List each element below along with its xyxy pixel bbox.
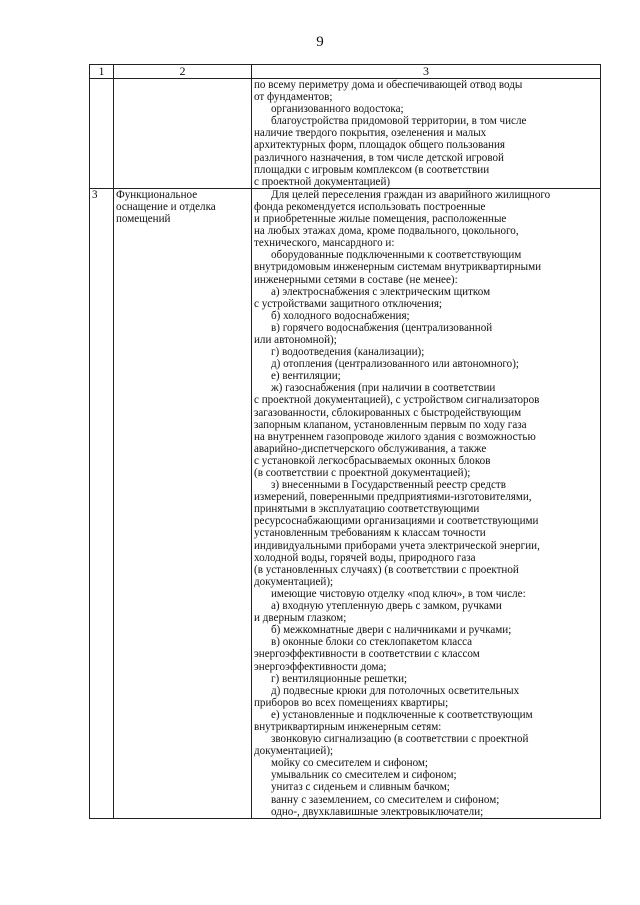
text-line: д) отопления (централизованного или автономного);	[271, 358, 520, 371]
text-line: аварийно-диспетчерского обслуживания, а также	[254, 442, 487, 455]
text-line: архитектурных форм, площадок общего пользования	[254, 139, 506, 152]
text-line: г) вентиляционные решетки;	[271, 672, 408, 685]
row-name-line: Функциональное	[116, 188, 198, 201]
text-line: по всему периметру дома и обеспечивающей отвод воды	[254, 79, 523, 91]
text-line: измерений, поверенными предприятиями-изготовителями,	[254, 491, 532, 504]
text-line: в) оконные блоки со стеклопакетом класса	[271, 636, 473, 649]
text-line: в) горячего водоснабжения (централизованной	[271, 321, 493, 334]
text-line: энергоэффективности в соответствии с классом	[254, 648, 480, 661]
column-header-1: 1	[90, 65, 114, 79]
text-line: с установкой легкосбрасываемых оконных блоков	[254, 454, 491, 467]
text-line: (в соответствии с проектной документацией);	[254, 467, 471, 479]
row-description-cell	[252, 79, 601, 189]
text-line: а) электроснабжения с электрическим щитком	[271, 285, 491, 298]
text-line: наличие твердого покрытия, озеленения и малых	[254, 127, 487, 140]
text-line: д) подвесные крюки для потолочных осветительных	[271, 684, 520, 697]
table-row	[90, 188, 601, 818]
text-line: одно-, двухклавишные электровыключатели;	[271, 805, 484, 818]
text-line: мойку со смесителем и сифоном;	[271, 757, 429, 770]
text-line: холодной воды, горячей воды, природного газа	[254, 551, 476, 564]
text-line: а) входную утепленную дверь с замком, ручками	[271, 600, 502, 613]
text-line: ресурсоснабжающими организациями и соответствующими	[254, 515, 539, 528]
text-line: с проектной документацией)	[254, 175, 391, 188]
description-text	[254, 79, 598, 188]
requirements-table	[89, 64, 601, 819]
text-line: энергоэффективности дома;	[254, 660, 387, 673]
text-line: приборов во всех помещениях квартиры;	[254, 696, 449, 709]
text-line: унитаз с сиденьем и сливным бачком;	[271, 781, 450, 794]
row-number-cell	[90, 79, 114, 189]
text-line: звонковую сигнализацию (в соответствии с проектной	[271, 733, 529, 746]
text-line: внутридомовым инженерным системам внутриквартирными	[254, 261, 542, 274]
row-name-line: помещений	[116, 213, 171, 226]
text-line: е) вентиляции;	[271, 370, 341, 383]
column-header-3: 3	[252, 65, 601, 79]
text-line: Для целей переселения граждан из аварийного жилищного	[271, 188, 551, 201]
text-line: и дверным глазком;	[254, 612, 347, 625]
text-line: запорным клапаном, установленным первым по ходу газа	[254, 418, 527, 431]
row-number-cell: 3	[90, 188, 114, 818]
text-line: умывальник со смесителем и сифоном;	[271, 769, 457, 782]
text-line: принятыми в эксплуатацию соответствующими	[254, 503, 480, 516]
text-line: или автономной);	[254, 333, 337, 346]
text-line: оборудованные подключенными к соответствующим	[271, 249, 522, 262]
text-line: загазованности, сблокированных с быстродействующим	[254, 406, 522, 419]
row-name-cell	[114, 79, 252, 189]
text-line: внутриквартирным инженерным сетям:	[254, 720, 442, 733]
text-line: организованного водостока;	[271, 103, 404, 116]
text-line: б) холодного водоснабжения;	[271, 309, 410, 322]
text-line: с устройствами защитного отключения;	[254, 297, 443, 310]
text-line: ванну с заземлением, со смесителем и сифоном;	[271, 793, 500, 806]
description-text	[254, 189, 598, 818]
text-line: (в установленных случаях) (в соответствии с проектной	[254, 563, 519, 576]
text-line: документацией);	[254, 745, 334, 758]
text-line: ж) газоснабжения (при наличии в соответствии	[271, 382, 496, 395]
text-line: б) межкомнатные двери с наличниками и ручками;	[271, 624, 512, 637]
text-line: от фундаментов;	[254, 91, 333, 104]
text-line: благоустройства придомовой территории, в том числе	[271, 115, 527, 128]
text-line: фонда рекомендуется использовать построенные	[254, 200, 486, 213]
text-line: г) водоотведения (канализации);	[271, 346, 425, 359]
row-description-cell	[252, 188, 601, 818]
text-line: имеющие чистовую отделку «под ключ», в том числе:	[271, 587, 526, 600]
text-line: различного назначения, в том числе детской игровой	[254, 151, 504, 164]
row-name-cell	[114, 188, 252, 818]
text-line: индивидуальными приборами учета электрической энергии,	[254, 539, 540, 552]
text-line: инженерными сетями в составе (не менее):	[254, 273, 458, 286]
text-line: технического, мансардного и:	[254, 237, 395, 250]
column-header-2: 2	[114, 65, 252, 79]
text-line: з) внесенными в Государственный реестр средств	[271, 479, 506, 492]
text-line: площадки с игровым комплексом (в соответствии	[254, 163, 490, 176]
text-line: с проектной документацией), с устройством сигнализаторов	[254, 394, 540, 407]
table-row	[90, 79, 601, 189]
text-line: и приобретенные жилые помещения, расположенные	[254, 213, 507, 226]
text-line: на внутреннем газопроводе жилого здания с возможностью	[254, 430, 536, 443]
text-line: документацией);	[254, 575, 334, 588]
text-line: на любых этажах дома, кроме подвального, цокольного,	[254, 225, 519, 238]
table-header-row	[90, 65, 601, 79]
text-line: установленным требованиям к классам точности	[254, 527, 486, 540]
page-number: 9	[316, 34, 324, 50]
text-line: е) установленные и подключенные к соответствующим	[271, 708, 533, 721]
row-name-line: оснащение и отделка	[116, 200, 216, 213]
